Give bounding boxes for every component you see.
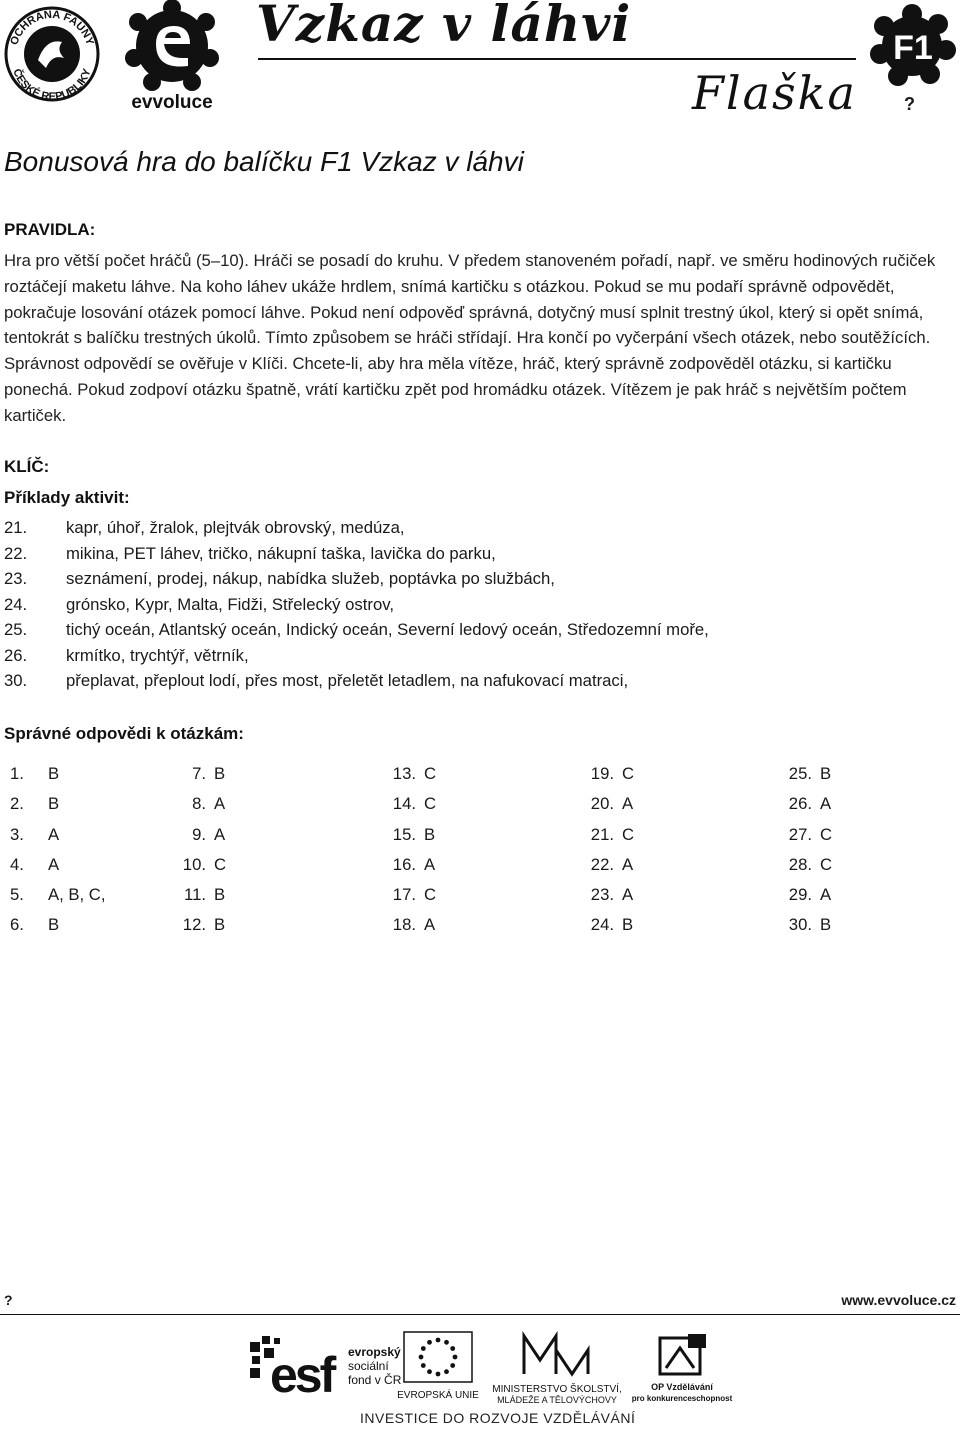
- answer-row: [176, 885, 316, 915]
- answer-number: 24.: [590, 915, 614, 935]
- eu-star-icon: [419, 1355, 424, 1360]
- answer-number: 10.: [182, 854, 206, 874]
- answer-row: [386, 794, 526, 824]
- answer-row: [782, 885, 922, 915]
- answer-letter: A, B, C,: [48, 885, 106, 905]
- answer-number: 13.: [392, 764, 416, 783]
- answer-row: [176, 855, 316, 885]
- answer-row: [584, 825, 724, 855]
- footer-investice-text: INVESTICE DO ROZVOJE VZDĚLÁVÁNÍ: [360, 1410, 636, 1426]
- answer-row: [10, 915, 150, 945]
- answer-letter: C: [424, 764, 437, 783]
- answer-row: [176, 794, 316, 824]
- answers-column-2: [176, 764, 316, 946]
- answer-row: [386, 915, 526, 945]
- answer-number: 18.: [392, 915, 416, 935]
- answer-letter: C: [424, 885, 437, 905]
- answer-letter: B: [622, 915, 634, 935]
- answer-number: 11.: [184, 885, 206, 905]
- esf-line-3: fond v ČR: [348, 1373, 402, 1387]
- answer-number: 12.: [182, 915, 206, 935]
- answer-letter: A: [424, 915, 436, 935]
- eu-star-icon: [436, 1372, 441, 1377]
- answer-number: 15.: [392, 824, 416, 844]
- answer-number: 4.: [10, 854, 24, 874]
- svg-text:esf: esf: [270, 1347, 334, 1403]
- item-text: mikina, PET láhev, tričko, nákupní taška, lavička do parku,: [66, 543, 496, 563]
- answer-number: 30.: [788, 915, 812, 935]
- answer-row: [10, 885, 150, 915]
- answer-letter: B: [424, 824, 436, 844]
- answer-letter: A: [622, 794, 634, 814]
- answer-number: 1.: [10, 764, 24, 783]
- item-number: 30.: [4, 671, 28, 690]
- answer-row: [10, 855, 150, 885]
- answer-row: [176, 915, 316, 945]
- answer-row: [10, 764, 150, 794]
- answer-letter: A: [622, 854, 634, 874]
- header-question-mark: ?: [904, 94, 915, 114]
- op-vzdelavani-logo: [632, 1332, 732, 1406]
- list-item: [4, 595, 944, 621]
- answer-number: 2.: [10, 794, 24, 814]
- answer-letter: C: [622, 824, 635, 844]
- answer-number: 26.: [788, 794, 812, 814]
- rules-heading: PRAVIDLA:: [4, 220, 96, 239]
- answer-number: 8.: [192, 794, 206, 814]
- msmt-logo: [484, 1330, 630, 1406]
- examples-heading: Příklady aktivit:: [4, 488, 130, 507]
- key-heading: KLÍČ:: [4, 457, 50, 476]
- item-number: 24.: [4, 594, 28, 614]
- ochrana-fauny-logo: [2, 2, 102, 102]
- eu-star-icon: [453, 1355, 458, 1360]
- answers-column-5: [782, 764, 922, 946]
- eu-star-icon: [450, 1363, 455, 1368]
- msmt-line-2: MLÁDEŽE A TĚLOVÝCHOVY: [497, 1395, 617, 1405]
- answer-number: 23.: [590, 885, 614, 905]
- answers-heading: Správné odpovědi k otázkám:: [4, 724, 244, 743]
- eu-star-icon: [427, 1369, 432, 1374]
- answer-letter: A: [214, 824, 226, 844]
- logo-ring-top-text: OCHRANA FAUNY: [8, 8, 96, 47]
- answer-letter: A: [424, 854, 436, 874]
- answer-number: 17.: [392, 885, 416, 905]
- answer-row: [584, 885, 724, 915]
- answer-letter: B: [48, 794, 60, 814]
- answer-row: [386, 885, 526, 915]
- header-subtitle: Flaška: [692, 66, 857, 120]
- brand-name: evvoluce: [131, 92, 213, 113]
- answer-row: [782, 915, 922, 945]
- answer-number: 6.: [10, 915, 24, 935]
- answer-number: 27.: [788, 824, 812, 844]
- f1-badge: [868, 2, 956, 90]
- answer-letter: B: [214, 885, 226, 905]
- op-line-1: OP Vzdělávání: [651, 1382, 713, 1392]
- eu-star-icon: [450, 1346, 455, 1351]
- answer-row: [386, 764, 526, 794]
- header-title: Vzkaz v láhvi: [256, 0, 632, 53]
- answer-number: 16.: [392, 854, 416, 874]
- esf-line-1: evropský: [348, 1345, 401, 1359]
- footer-question-mark: ?: [4, 1292, 13, 1308]
- answer-row: [584, 915, 724, 945]
- list-item: [4, 544, 944, 570]
- answer-row: [10, 825, 150, 855]
- answer-row: [176, 825, 316, 855]
- item-number: 21.: [4, 518, 28, 537]
- footer-rule: [0, 1314, 960, 1315]
- answer-number: 7.: [192, 764, 206, 783]
- evvoluce-logo: [112, 0, 232, 112]
- esf-line-2: sociální: [348, 1359, 389, 1373]
- answer-number: 21.: [590, 824, 614, 844]
- answer-letter: C: [622, 764, 635, 783]
- eu-star-icon: [444, 1369, 449, 1374]
- answer-letter: A: [820, 794, 832, 814]
- answer-number: 25.: [788, 764, 812, 783]
- eu-label: EVROPSKÁ UNIE: [397, 1390, 479, 1401]
- answer-row: [782, 855, 922, 885]
- item-number: 23.: [4, 569, 28, 588]
- answer-row: [386, 825, 526, 855]
- logo-ring-bottom-text: ČESKÉ REPUBLIKY: [10, 67, 94, 102]
- op-line-2: pro konkurenceschopnost: [631, 1394, 733, 1403]
- answer-row: [10, 794, 150, 824]
- examples-list: [4, 518, 944, 697]
- answer-letter: B: [214, 915, 226, 935]
- answer-letter: B: [48, 915, 60, 935]
- answer-number: 28.: [788, 854, 812, 874]
- list-item: [4, 671, 944, 697]
- answers-column-3: [386, 764, 526, 946]
- answer-letter: B: [48, 764, 60, 783]
- answer-letter: C: [820, 854, 833, 874]
- answer-number: 14.: [392, 794, 416, 814]
- answer-letter: A: [622, 885, 634, 905]
- answer-row: [176, 764, 316, 794]
- item-text: přeplavat, přeplout lodí, přes most, přeletět letadlem, na nafukovací matraci,: [66, 671, 629, 690]
- answer-letter: C: [214, 854, 227, 874]
- header-rule: [258, 58, 856, 60]
- eu-star-icon: [421, 1363, 426, 1368]
- answer-letter: A: [214, 794, 226, 814]
- answer-row: [584, 855, 724, 885]
- footer-url[interactable]: www.evvoluce.cz: [841, 1292, 956, 1308]
- answer-row: [386, 855, 526, 885]
- answer-number: 29.: [788, 885, 812, 905]
- list-item: [4, 620, 944, 646]
- esf-logo: [248, 1332, 402, 1403]
- answer-number: 22.: [590, 854, 614, 874]
- answer-letter: C: [424, 794, 437, 814]
- answer-letter: B: [820, 915, 832, 935]
- list-item: [4, 646, 944, 672]
- eu-star-icon: [427, 1340, 432, 1345]
- answers-column-1: [10, 764, 150, 946]
- item-text: tichý oceán, Atlantský oceán, Indický oceán, Severní ledový oceán, Středozemní moře,: [66, 620, 709, 639]
- answer-row: [584, 764, 724, 794]
- list-item: [4, 518, 944, 544]
- answer-letter: A: [820, 885, 832, 905]
- answer-letter: C: [820, 824, 833, 844]
- answer-number: 9.: [192, 824, 206, 844]
- answer-letter: A: [48, 854, 60, 874]
- msmt-line-1: MINISTERSTVO ŠKOLSTVÍ,: [492, 1384, 622, 1395]
- item-text: kapr, úhoř, žralok, plejtvák obrovský, medúza,: [66, 518, 405, 537]
- item-number: 26.: [4, 645, 28, 665]
- item-text: krmítko, trychtýř, větrník,: [66, 645, 249, 665]
- answer-number: 20.: [590, 794, 614, 814]
- page-title: Bonusová hra do balíčku F1 Vzkaz v láhvi: [4, 146, 524, 177]
- badge-text: F1: [893, 29, 933, 67]
- rules-body: Hra pro větší počet hráčů (5–10). Hráči se posadí do kruhu. V předem stanoveném pořadí, např. ve směru hodinových ručiček roztáčejí maketu láhve. Na koho láhev ukáže hrdlem, snímá kartičku s otázkou. Pokud se mu podaří správně odpovědět, pokračuje losování otázek pomocí láhve. Pokud není odpověď správná, dotyčný musí splnit trestný úkol, který si opět snímá, tentokrát s balíčku trestných úkolů. Tímto způsobem se hráči střídají. Hra končí po vyčerpání všech otázek, nebo soutěžících. Správnost odpovědí se ověřuje v Klíči. Chcete-li, aby hra měla vítěze, hráč, který správně zodpověděl otázku, si kartičku ponechá. Pokud zodpoví otázku špatně, vrátí kartičku zpět pod hromádku otázek. Vítězem je pak hráč s největším počtem kartiček.: [4, 251, 936, 425]
- answer-number: 3.: [10, 824, 24, 844]
- answer-row: [782, 825, 922, 855]
- eu-star-icon: [436, 1338, 441, 1343]
- answer-row: [782, 764, 922, 794]
- answers-column-4: [584, 764, 724, 946]
- answer-row: [782, 794, 922, 824]
- item-number: 22.: [4, 543, 28, 563]
- answer-letter: B: [820, 764, 832, 783]
- answer-letter: B: [214, 764, 226, 783]
- eu-flag-logo: [392, 1328, 484, 1406]
- item-text: grónsko, Kypr, Malta, Fidži, Střelecký ostrov,: [66, 594, 394, 614]
- answer-row: [584, 794, 724, 824]
- item-text: seznámení, prodej, nákup, nabídka služeb, poptávka po službách,: [66, 569, 555, 588]
- eu-star-icon: [421, 1346, 426, 1351]
- item-number: 25.: [4, 620, 28, 639]
- answer-number: 19.: [590, 764, 614, 783]
- answer-number: 5.: [10, 885, 24, 905]
- eu-star-icon: [444, 1340, 449, 1345]
- answer-letter: A: [48, 824, 60, 844]
- list-item: [4, 569, 944, 595]
